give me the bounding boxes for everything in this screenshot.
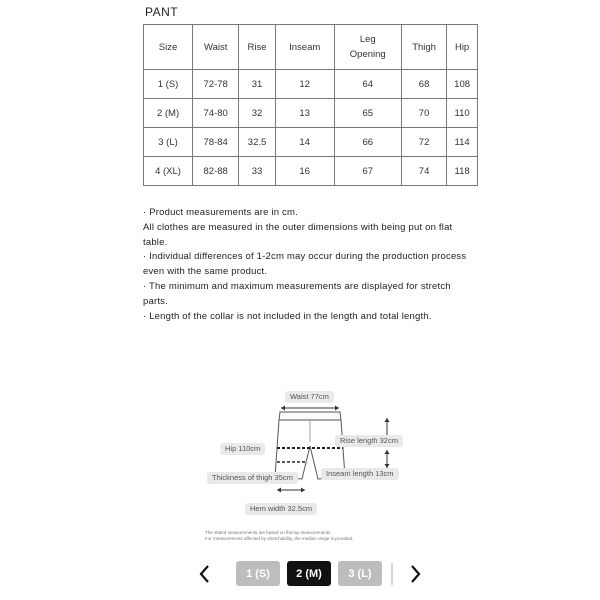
- table-row: [144, 128, 478, 157]
- table-cell: 16: [275, 157, 334, 186]
- table-cell: 13: [275, 99, 334, 128]
- table-cell: 74: [401, 157, 446, 186]
- column-header-rise: Rise: [239, 25, 276, 70]
- table-row: [144, 99, 478, 128]
- note-line: · The minimum and maximum measurements are displayed for stretch parts.: [143, 280, 451, 307]
- note-line: All clothes are measured in the outer dimensions with being put on flat table.: [143, 221, 453, 248]
- table-cell: 72: [401, 128, 446, 157]
- table-cell: 68: [401, 70, 446, 99]
- table-cell: 78-84: [193, 128, 239, 157]
- pager-divider: [391, 563, 393, 585]
- table-row: [144, 70, 478, 99]
- note-line: · Length of the collar is not included in the length and total length.: [143, 310, 432, 322]
- table-row: [144, 157, 478, 186]
- note-line: · Individual differences of 1-2cm may occur during the production process even with the same product.: [143, 251, 467, 278]
- table-cell: 108: [447, 70, 478, 99]
- column-header-leg-opening: Leg Opening: [334, 25, 401, 70]
- column-header-size: Size: [144, 25, 193, 70]
- table-cell: 110: [447, 99, 478, 128]
- table-cell: 67: [334, 157, 401, 186]
- column-header-hip: Hip: [447, 25, 478, 70]
- thigh-label: Thickness of thigh 35cm: [207, 472, 298, 484]
- table-cell: 4 (XL): [144, 157, 193, 186]
- table-cell: 65: [334, 99, 401, 128]
- table-cell: 31: [239, 70, 276, 99]
- table-cell: 74-80: [193, 99, 239, 128]
- table-cell: 118: [447, 157, 478, 186]
- measurement-notes: [143, 206, 473, 324]
- table-cell: 32.5: [239, 128, 276, 157]
- chevron-left-icon[interactable]: [195, 562, 215, 586]
- table-cell: 33: [239, 157, 276, 186]
- table-cell: 14: [275, 128, 334, 157]
- fine-print: [205, 530, 354, 542]
- inseam-label: Inseam length 13cm: [321, 468, 399, 480]
- table-cell: 66: [334, 128, 401, 157]
- table-cell: 2 (M): [144, 99, 193, 128]
- table-cell: 70: [401, 99, 446, 128]
- column-header-inseam: Inseam: [275, 25, 334, 70]
- size-pager: [195, 560, 425, 588]
- size-button-3[interactable]: 3 (L): [338, 561, 382, 586]
- table-cell: 114: [447, 128, 478, 157]
- table-cell: 3 (L): [144, 128, 193, 157]
- column-header-waist: Waist: [193, 25, 239, 70]
- table-header-row: [144, 25, 478, 70]
- pants-measurement-diagram: [195, 380, 415, 520]
- size-button-1[interactable]: 1 (S): [236, 561, 280, 586]
- waistband-shape: [279, 412, 341, 420]
- column-header-thigh: Thigh: [401, 25, 446, 70]
- size-button-2[interactable]: 2 (M): [287, 561, 331, 586]
- chevron-right-icon[interactable]: [405, 562, 425, 586]
- page-title: PANT: [145, 5, 179, 19]
- fine-print-line: The stated measurements are based on flat-lay measurements.: [205, 530, 332, 535]
- rise-label: Rise length 32cm: [335, 435, 403, 447]
- table-cell: 32: [239, 99, 276, 128]
- table-cell: 82-88: [193, 157, 239, 186]
- hem-label: Hem width 32.5cm: [245, 503, 317, 515]
- size-table: [143, 24, 478, 186]
- fine-print-line: For measurements affected by stretchability, the median range is provided.: [205, 536, 354, 541]
- table-cell: 1 (S): [144, 70, 193, 99]
- waist-label: Waist 77cm: [285, 391, 334, 403]
- hip-label: Hip 110cm: [220, 443, 265, 455]
- table-cell: 72-78: [193, 70, 239, 99]
- table-cell: 64: [334, 70, 401, 99]
- table-cell: 12: [275, 70, 334, 99]
- note-line: · Product measurements are in cm.: [143, 207, 298, 218]
